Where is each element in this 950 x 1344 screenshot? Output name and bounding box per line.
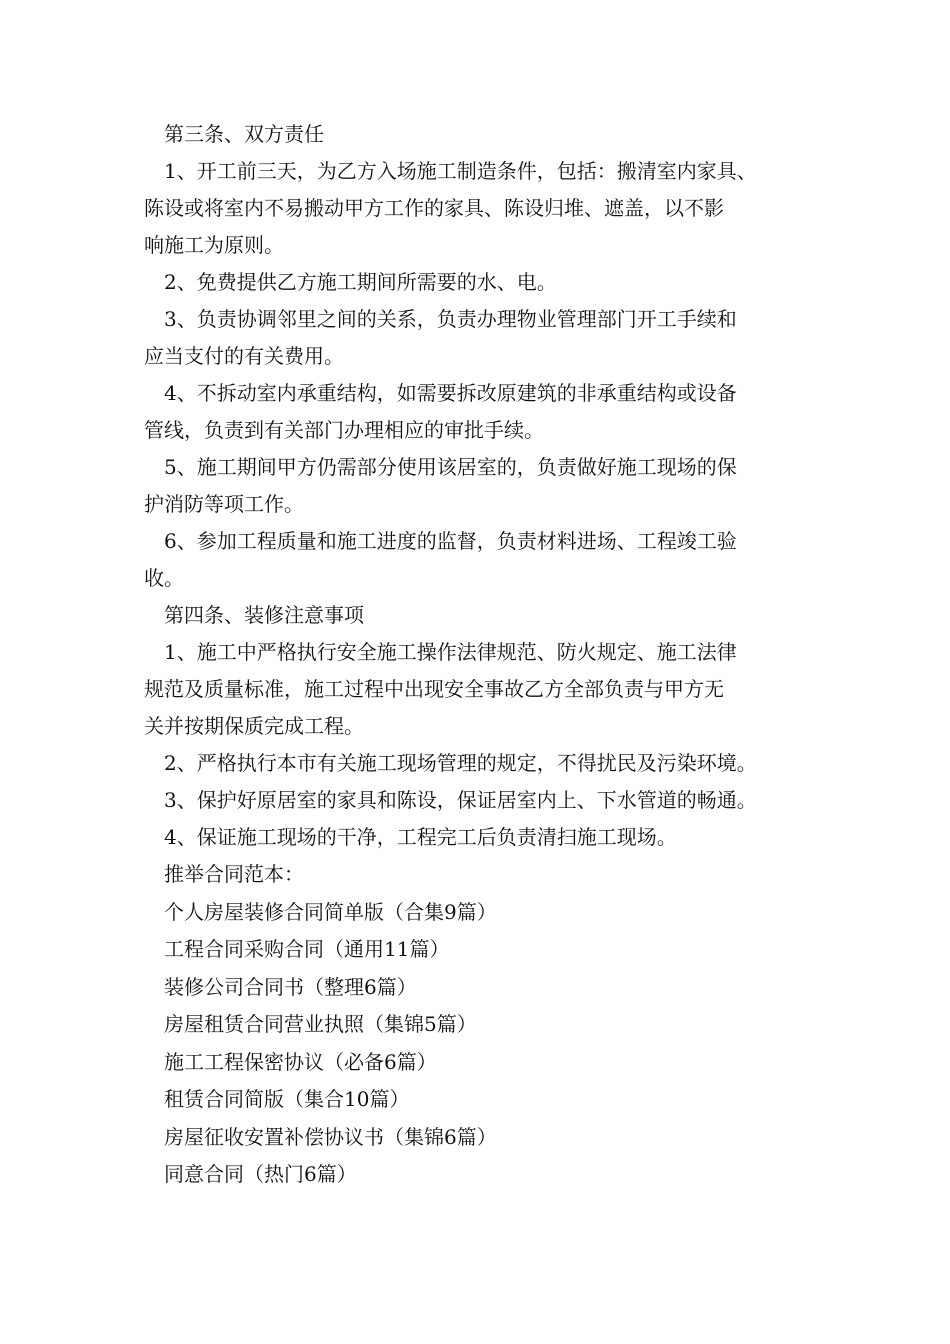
recommended-link-text[interactable]: 装修公司合同书（整理6篇） <box>164 974 417 999</box>
recommended-heading <box>144 856 824 894</box>
paragraph-line: 3、负责协调邻里之间的关系，负责办理物业管理部门开工手续和 <box>164 307 737 331</box>
paragraph-line: 响施工为原则。 <box>144 233 284 257</box>
recommended-link-text[interactable]: 个人房屋装修合同简单版（合集9篇） <box>164 899 497 924</box>
section-3-item-4 <box>144 375 824 449</box>
paragraph-line: 4、不拆动室内承重结构，如需要拆改原建筑的非承重结构或设备 <box>164 381 737 405</box>
recommended-link-text[interactable]: 房屋征收安置补偿协议书（集锦6篇） <box>164 1124 497 1149</box>
section-4-item-3 <box>144 782 824 819</box>
paragraph-line: 应当支付的有关费用。 <box>144 344 344 368</box>
document-body <box>144 116 824 1194</box>
section-4-item-2 <box>144 745 824 782</box>
recommended-link[interactable] <box>144 1119 824 1157</box>
section-3-heading-text: 第三条、双方责任 <box>164 122 324 146</box>
section-3-item-3 <box>144 301 824 375</box>
recommended-heading-text: 推举合同范本： <box>164 862 304 886</box>
recommended-link[interactable] <box>144 931 824 969</box>
section-4-item-1 <box>144 634 824 745</box>
section-3-item-1 <box>144 153 824 264</box>
paragraph-line: 收。 <box>144 566 184 590</box>
paragraph-line: 1、开工前三天，为乙方入场施工制造条件，包括：搬清室内家具、 <box>164 159 757 183</box>
section-3-item-2 <box>144 264 824 301</box>
recommended-link[interactable] <box>144 969 824 1007</box>
recommended-link[interactable] <box>144 1044 824 1082</box>
paragraph-line: 2、免费提供乙方施工期间所需要的水、电。 <box>164 270 557 294</box>
section-3-item-6 <box>144 523 824 597</box>
recommended-link[interactable] <box>144 1006 824 1044</box>
recommended-link[interactable] <box>144 1081 824 1119</box>
paragraph-line: 1、施工中严格执行安全施工操作法律规范、防火规定、施工法律 <box>164 640 737 664</box>
paragraph-line: 4、保证施工现场的干净，工程完工后负责清扫施工现场。 <box>164 825 677 849</box>
paragraph-line: 护消防等项工作。 <box>144 492 304 516</box>
recommended-link[interactable] <box>144 1156 824 1194</box>
paragraph-line: 5、施工期间甲方仍需部分使用该居室的，负责做好施工现场的保 <box>164 455 737 479</box>
paragraph-line: 规范及质量标准，施工过程中出现安全事故乙方全部负责与甲方无 <box>144 677 724 701</box>
recommended-link-text[interactable]: 房屋租赁合同营业执照（集锦5篇） <box>164 1012 477 1036</box>
paragraph-line: 6、参加工程质量和施工进度的监督，负责材料进场、工程竣工验 <box>164 529 737 553</box>
paragraph-line: 3、保护好原居室的家具和陈设，保证居室内上、下水管道的畅通。 <box>164 788 757 812</box>
section-3-item-5 <box>144 449 824 523</box>
recommended-templates <box>144 856 824 1194</box>
recommended-link-text[interactable]: 同意合同（热门6篇） <box>164 1162 357 1186</box>
section-4-item-4 <box>144 819 824 856</box>
recommended-link-text[interactable]: 租赁合同简版（集合10篇） <box>164 1087 410 1111</box>
recommended-link-text[interactable]: 施工工程保密协议（必备6篇） <box>164 1049 437 1074</box>
paragraph-line: 管线，负责到有关部门办理相应的审批手续。 <box>144 418 544 442</box>
section-3-heading <box>144 116 824 153</box>
paragraph-line: 陈设或将室内不易搬动甲方工作的家具、陈设归堆、遮盖，以不影 <box>144 196 724 220</box>
recommended-link-text[interactable]: 工程合同采购合同（通用11篇） <box>164 937 450 961</box>
paragraph-line: 2、严格执行本市有关施工现场管理的规定，不得扰民及污染环境。 <box>164 751 757 775</box>
recommended-link[interactable] <box>144 894 824 932</box>
section-4-heading <box>144 597 824 634</box>
paragraph-line: 关并按期保质完成工程。 <box>144 714 364 738</box>
section-4-heading-text: 第四条、装修注意事项 <box>164 603 364 627</box>
